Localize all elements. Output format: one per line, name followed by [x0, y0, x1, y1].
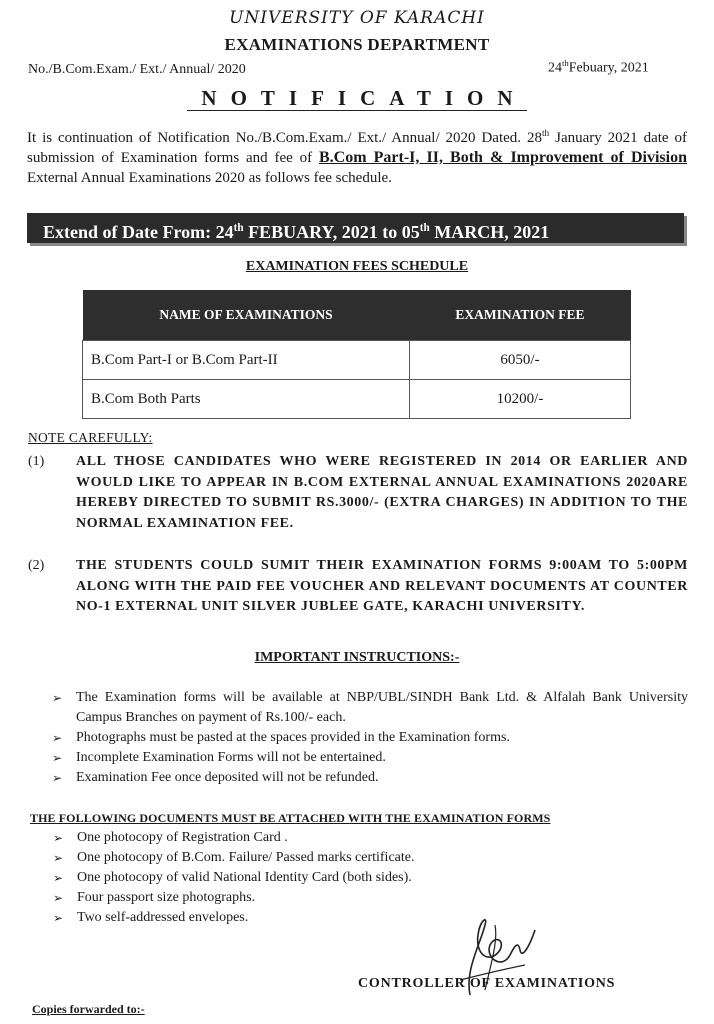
arrow-bullet-icon: ➢: [53, 911, 64, 925]
university-name: UNIVERSITY OF KARACHI: [229, 8, 485, 28]
arrow-bullet-icon: ➢: [52, 771, 63, 785]
arrow-bullet-icon: ➢: [52, 751, 63, 765]
exam-fee-cell: 10200/-: [410, 380, 631, 419]
documents-heading: THE FOLLOWING DOCUMENTS MUST BE ATTACHED WITH THE EXAMINATION FORMS: [30, 811, 551, 825]
note-text: THE STUDENTS COULD SUMIT THEIR EXAMINATION FORMS 9:00AM TO 5:00PM ALONG WITH THE PAID FEE VOUCHER AND RELEVANT DOCUMENTS AT COUNTER NO-1 EXTERNAL UNIT SILVER JUBLEE GATE, KARACHI UNIVERSITY.: [76, 558, 688, 614]
exam-fee-cell: 6050/-: [410, 341, 631, 380]
note-number: (2): [28, 558, 45, 573]
list-item: ➢ Examination Fee once deposited will not be refunded.: [52, 768, 688, 788]
arrow-bullet-icon: ➢: [53, 871, 64, 885]
arrow-bullet-icon: ➢: [52, 691, 63, 705]
exam-name-cell: B.Com Both Parts: [83, 380, 410, 419]
note-number: (1): [28, 454, 45, 469]
department-name: EXAMINATIONS DEPARTMENT: [224, 35, 490, 54]
note-item: [28, 452, 688, 534]
note-item: [28, 556, 688, 618]
arrow-bullet-icon: ➢: [53, 831, 64, 845]
course-emphasis: B.Com Part-I, II, Both & Improvement of Division: [319, 149, 687, 166]
list-item: ➢ One photocopy of Registration Card .: [53, 828, 553, 848]
exam-name-cell: B.Com Part-I or B.Com Part-II: [83, 341, 410, 380]
column-header-fee: EXAMINATION FEE: [410, 290, 631, 341]
fees-schedule-heading: EXAMINATION FEES SCHEDULE: [245, 259, 469, 274]
arrow-bullet-icon: ➢: [53, 851, 64, 865]
signatory-title: CONTROLLER OF EXAMINATIONS: [358, 976, 616, 991]
instructions-list: [52, 688, 688, 788]
note-text: ALL THOSE CANDIDATES WHO WERE REGISTERED IN 2014 OR EARLIER AND WOULD LIKE TO APPEAR IN B.COM EXTERNAL ANNUAL EXAMINATIONS 2020ARE HEREBY DIRECTED TO SUBMIT RS.3000/- (EXTRA CHARGES) IN ADDITION TO THE NORMAL EXAMINATION FEE.: [76, 454, 688, 531]
table-row: [83, 341, 631, 380]
notification-title: NOTIFICATION: [187, 86, 526, 111]
reference-number: No./B.Com.Exam./ Ext./ Annual/ 2020: [28, 62, 246, 77]
table-row: [83, 380, 631, 419]
column-header-name: NAME OF EXAMINATIONS: [83, 290, 410, 341]
table-header-row: [83, 290, 631, 341]
notification-title-wrap: [0, 86, 714, 111]
copies-heading: Copies forwarded to:-: [32, 1002, 145, 1016]
fees-table: [82, 290, 631, 419]
extension-banner: Extend of Date From: 24th FEBUARY, 2021 to 05th MARCH, 2021: [27, 213, 684, 243]
note-heading: NOTE CAREFULLY:: [28, 430, 153, 445]
list-item: ➢ The Examination forms will be available at NBP/UBL/SINDH Bank Ltd. & Alfalah Bank University Campus Branches on payment of Rs.100/- each.: [52, 690, 688, 725]
instructions-heading: IMPORTANT INSTRUCTIONS:-: [254, 650, 460, 665]
list-item: ➢ One photocopy of B.Com. Failure/ Passed marks certificate.: [53, 848, 553, 868]
arrow-bullet-icon: ➢: [53, 891, 64, 905]
list-item: ➢ Two self-addressed envelopes.: [53, 908, 553, 928]
list-item: ➢ Four passport size photographs.: [53, 888, 553, 908]
intro-paragraph: It is continuation of Notification No./B.Com.Exam./ Ext./ Annual/ 2020 Dated. 28th January 2021 date of submission of Examination forms and fee of B.Com Part-I, II, Both & Improvement of Division External Annual Examinations 2020 as follows fee schedule.: [27, 129, 687, 186]
notification-date: 24thFebuary, 2021: [548, 58, 649, 76]
list-item: ➢ Photographs must be pasted at the spaces provided in the Examination forms.: [52, 728, 688, 748]
list-item: ➢ Incomplete Examination Forms will not be entertained.: [52, 748, 688, 768]
list-item: ➢ One photocopy of valid National Identity Card (both sides).: [53, 868, 553, 888]
arrow-bullet-icon: ➢: [52, 731, 63, 745]
